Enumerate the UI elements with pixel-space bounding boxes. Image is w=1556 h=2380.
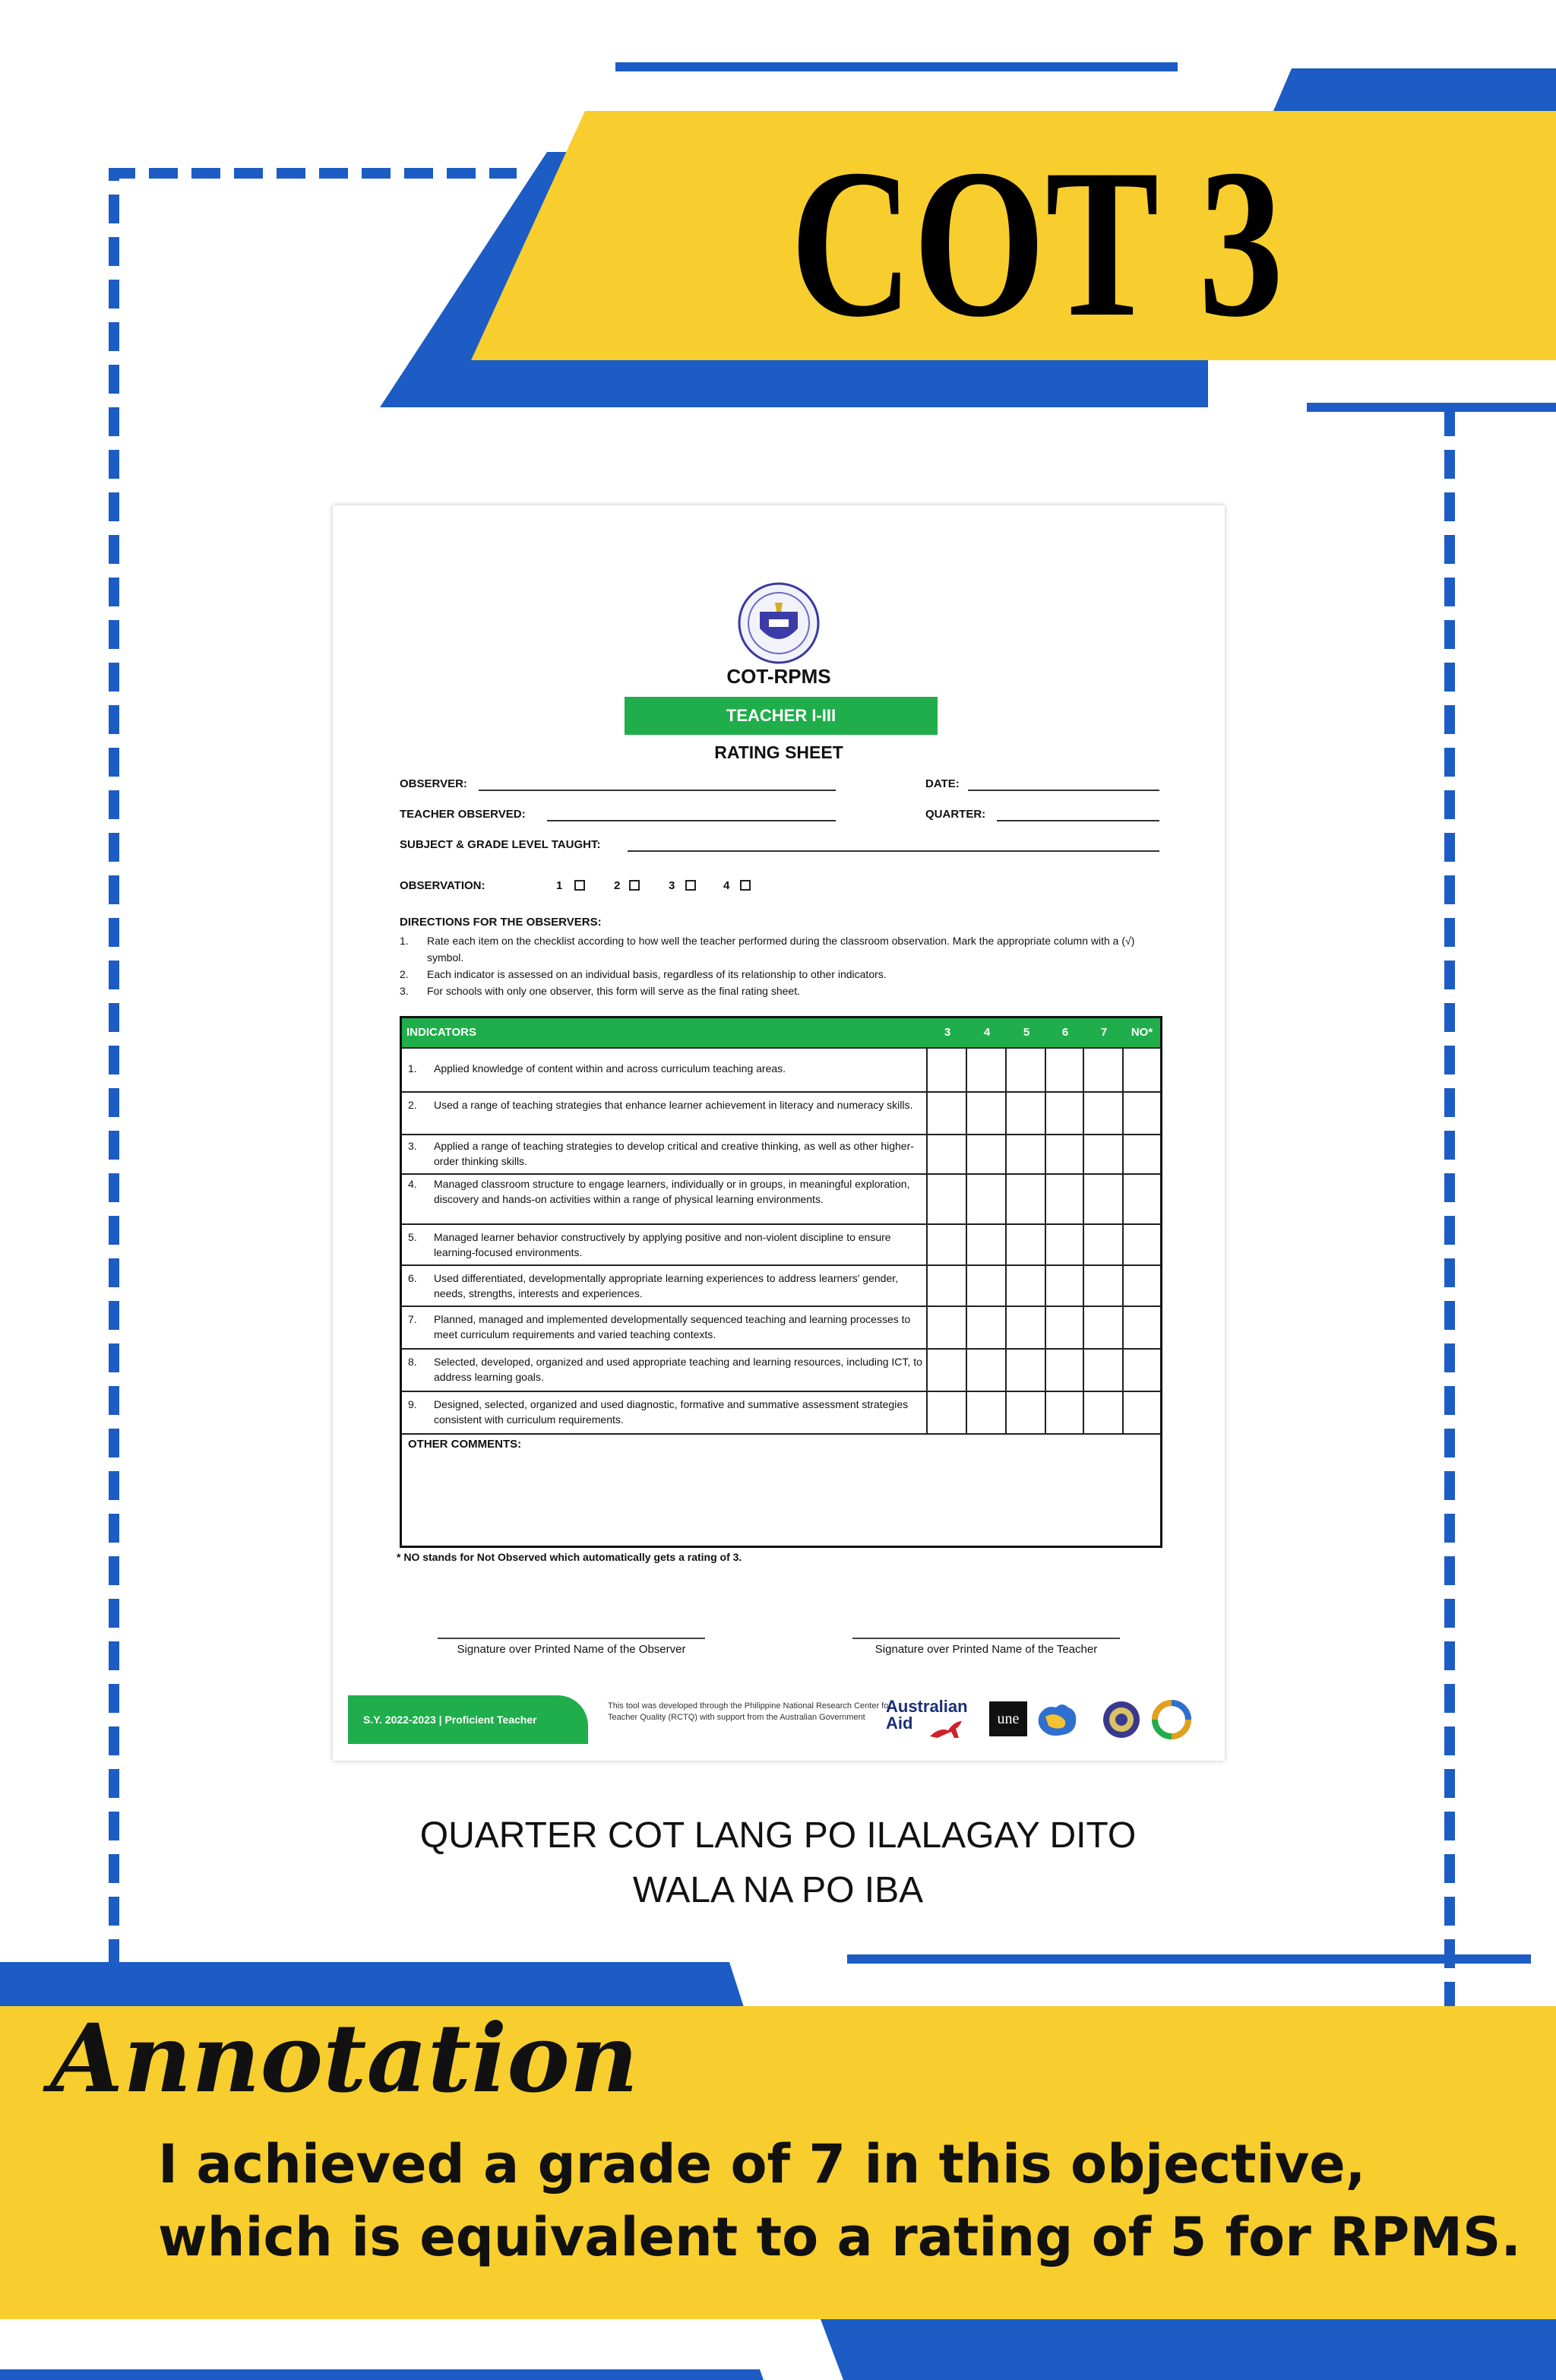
- indicator-description: Designed, selected, organized and used diagnostic, formative and summative assessment strategies consistent with curriculum requirements.: [434, 1398, 909, 1426]
- column-divider: [1045, 1047, 1046, 1433]
- school-year-badge: S.Y. 2022-2023 | Proficient Teacher: [348, 1695, 588, 1744]
- observation-checkbox-4: [740, 880, 751, 891]
- caption: [0, 1809, 1556, 1918]
- observer-signature-label: Signature over Printed Name of the Observer: [457, 1643, 686, 1656]
- table-row: [402, 1091, 1160, 1134]
- table-row: [402, 1306, 1160, 1348]
- bottom-blue-strip: [821, 2319, 1556, 2380]
- table-row: [402, 1173, 1160, 1223]
- kangaroo-icon: [928, 1717, 965, 1739]
- indicator-description: Applied a range of teaching strategies to develop critical and creative thinking, as well as other higher-order thinking skills.: [434, 1140, 914, 1167]
- indicator-description: Used differentiated, developmentally appropriate learning experiences to address learners' gender, needs, strengths, interests and experiences.: [434, 1272, 899, 1299]
- column-divider: [1005, 1047, 1007, 1433]
- deped-seal-icon: [737, 581, 821, 665]
- column-header: 7: [1100, 1026, 1108, 1039]
- column-header: 5: [1023, 1026, 1030, 1039]
- annotation-text: [158, 2128, 1526, 2274]
- observation-checkbox-3: [685, 880, 696, 891]
- indicators-table: [400, 1016, 1162, 1548]
- footnote: * NO stands for Not Observed which automatically gets a rating of 3.: [397, 1551, 742, 1563]
- indicator-description: Selected, developed, organized and used appropriate teaching and learning resources, including ICT, to address learning goals.: [434, 1356, 922, 1383]
- direction-text: Each indicator is assessed on an individual basis, regardless of its relationship to other indicators.: [427, 968, 887, 980]
- indicator-text: 8. Selected, developed, organized and used appropriate teaching and learning resources, including ICT, to address learning goals.: [408, 1354, 925, 1385]
- australia-map-icon: [1035, 1700, 1080, 1739]
- rating-sheet-document: [333, 505, 1225, 1761]
- teacher-signature-line: [852, 1638, 1120, 1639]
- annotation-line-2: which is equivalent to a rating of 5 for RPMS.: [158, 2206, 1521, 2268]
- date-label: DATE:: [925, 777, 960, 790]
- table-row: [402, 1223, 1160, 1264]
- top-blue-bar: [615, 62, 1178, 71]
- indicator-text: 3. Applied a range of teaching strategies to develop critical and creative thinking, as well as other higher-order thinking skills.: [408, 1138, 925, 1169]
- directions-heading: DIRECTIONS FOR THE OBSERVERS:: [400, 916, 602, 929]
- quarter-line: [997, 820, 1159, 821]
- observer-line: [479, 790, 836, 791]
- column-divider: [966, 1047, 967, 1433]
- direction-item-2: 2. Each indicator is assessed on an individual basis, regardless of its relationship to other indicators.: [400, 966, 1152, 983]
- comments-label: OTHER COMMENTS:: [408, 1438, 522, 1451]
- column-header: 3: [944, 1026, 951, 1039]
- table-row: [402, 1047, 1160, 1091]
- observer-label: OBSERVER:: [400, 777, 467, 790]
- direction-item-1: 1. Rate each item on the checklist according to how well the teacher performed during the classroom observation. Mark the appropriate column with a (√) symbol.: [400, 932, 1152, 966]
- observation-option-2: 2: [614, 879, 621, 892]
- caption-line-1: QUARTER COT LANG PO ILALAGAY DITO: [419, 1815, 1137, 1856]
- table-row: [402, 1134, 1160, 1173]
- rctq-logo-icon: [1150, 1700, 1193, 1739]
- teacher-observed-label: TEACHER OBSERVED:: [400, 808, 526, 821]
- australian-aid-line-2: Aid: [886, 1714, 913, 1733]
- indicator-description: Applied knowledge of content within and across curriculum teaching areas.: [434, 1062, 786, 1074]
- document-subtitle: RATING SHEET: [714, 742, 843, 762]
- indicator-text: 9. Designed, selected, organized and used diagnostic, formative and summative assessment strategies consistent with curriculum requirements.: [408, 1397, 925, 1427]
- teacher-observed-line: [547, 820, 836, 821]
- caption-line-2: WALA NA PO IBA: [632, 1870, 924, 1910]
- table-row: [402, 1348, 1160, 1391]
- document-title: COT-RPMS: [726, 665, 831, 688]
- observation-checkbox-2: [629, 880, 640, 891]
- une-logo: une: [989, 1701, 1027, 1736]
- column-header: NO*: [1131, 1026, 1153, 1039]
- teacher-band: TEACHER I-III: [625, 697, 938, 735]
- indicators-header: INDICATORS: [406, 1026, 476, 1039]
- subject-line: [628, 850, 1159, 852]
- observation-checkbox-1: [574, 880, 585, 891]
- indicator-text: 6. Used differentiated, developmentally appropriate learning experiences to address learners' gender, needs, strengths, interests and experiences.: [408, 1271, 925, 1301]
- school-seal-icon: [1102, 1700, 1141, 1739]
- footer-note: This tool was developed through the Philippine National Research Center for Teacher Quality (RCTQ) with support from the Australian Government: [608, 1701, 891, 1722]
- observation-option-3: 3: [669, 879, 675, 892]
- observation-option-4: 4: [723, 879, 730, 892]
- indicator-text: 1. Applied knowledge of content within and across curriculum teaching areas.: [408, 1061, 925, 1076]
- indicator-description: Used a range of teaching strategies that enhance learner achievement in literacy and numeracy skills.: [434, 1099, 913, 1111]
- observation-label: OBSERVATION:: [400, 879, 485, 892]
- observation-option-1: 1: [556, 879, 563, 892]
- bottom-blue-line: [0, 2369, 764, 2380]
- indicator-text: 4. Managed classroom structure to engage learners, individually or in groups, in meaningful exploration, discovery and hands-on activities within a range of physical learning environments.: [408, 1176, 925, 1207]
- annotation-label: Annotation: [50, 2004, 639, 2114]
- direction-text: Rate each item on the checklist according to how well the teacher performed during the classroom observation. Mark the appropriate column with a (√) symbol.: [427, 935, 1135, 964]
- column-header: 6: [1061, 1026, 1069, 1039]
- indicator-text: 7. Planned, managed and implemented developmentally sequenced teaching and learning processes to meet curriculum requirements and varied teaching contexts.: [408, 1312, 925, 1342]
- comments-row: [402, 1433, 1160, 1546]
- annotation-line-1: I achieved a grade of 7 in this objective,: [158, 2133, 1366, 2195]
- indicator-text: 5. Managed learner behavior constructively by applying positive and non-violent discipline to ensure learning-focused environments.: [408, 1230, 925, 1260]
- column-header: 4: [983, 1026, 991, 1039]
- direction-text: For schools with only one observer, this form will serve as the final rating sheet.: [427, 985, 800, 997]
- indicator-description: Planned, managed and implemented developmentally sequenced teaching and learning processes to meet curriculum requirements and varied teaching contexts.: [434, 1313, 911, 1340]
- observer-signature-line: [438, 1638, 705, 1639]
- direction-item-3: 3. For schools with only one observer, this form will serve as the final rating sheet.: [400, 983, 1152, 999]
- column-divider: [1122, 1047, 1124, 1433]
- table-row: [402, 1264, 1160, 1306]
- indicator-text: 2. Used a range of teaching strategies that enhance learner achievement in literacy and numeracy skills.: [408, 1097, 925, 1112]
- right-blue-bar: [1307, 403, 1556, 412]
- quarter-label: QUARTER:: [925, 808, 986, 821]
- subject-label: SUBJECT & GRADE LEVEL TAUGHT:: [400, 838, 601, 851]
- column-divider: [1083, 1047, 1084, 1433]
- table-row: [402, 1391, 1160, 1433]
- column-divider: [926, 1047, 928, 1433]
- bottom-right-blue-bar: [847, 1954, 1531, 1964]
- indicator-description: Managed learner behavior constructively by applying positive and non-violent discipline to ensure learning-focused environments.: [434, 1231, 891, 1258]
- date-line: [968, 790, 1159, 791]
- teacher-signature-label: Signature over Printed Name of the Teacher: [874, 1643, 1098, 1656]
- header-title: COT 3: [790, 125, 1284, 361]
- table-header-row: [402, 1018, 1160, 1047]
- indicator-description: Managed classroom structure to engage learners, individually or in groups, in meaningful exploration, discovery and hands-on activities within a range of physical learning environments.: [434, 1178, 910, 1205]
- australian-aid-line-1: Australian: [886, 1697, 968, 1716]
